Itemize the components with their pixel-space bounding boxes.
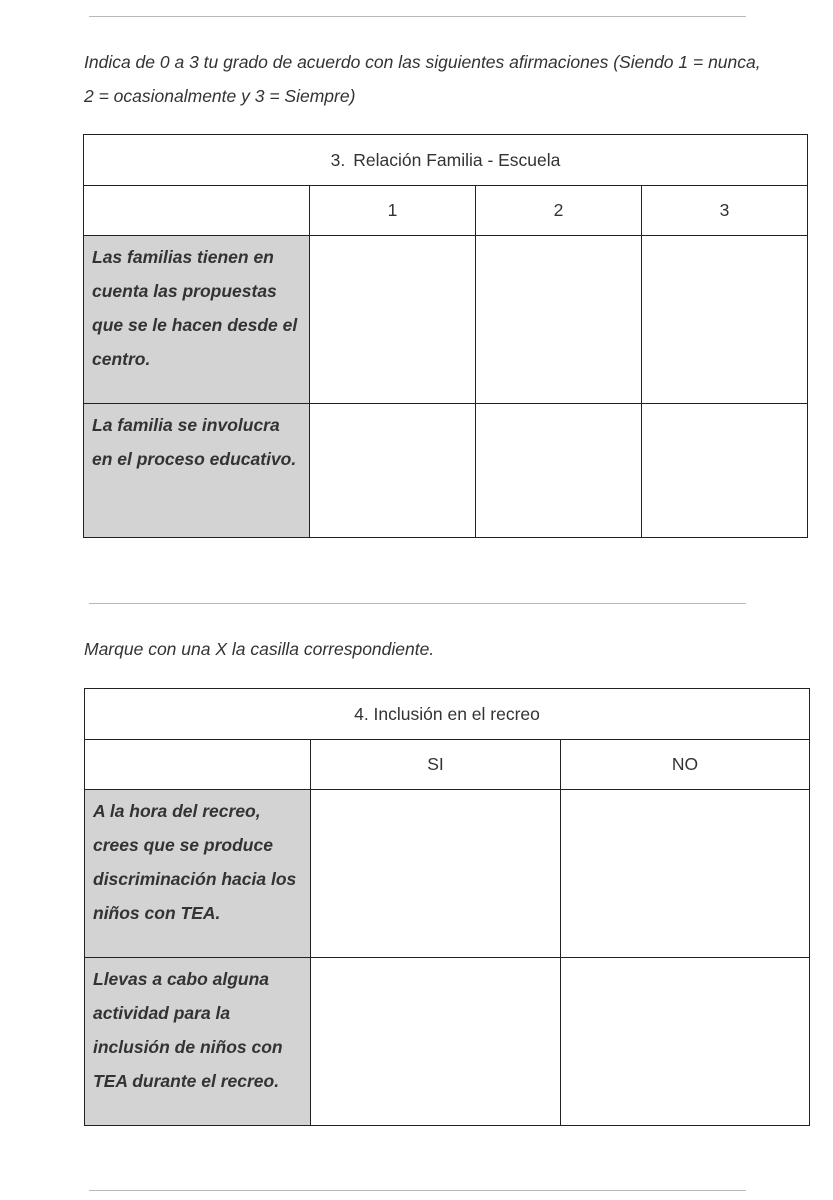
column-header-2: 2 — [476, 186, 642, 236]
section3-instruction: Indica de 0 a 3 tu grado de acuerdo con las siguientes afirmaciones (Siendo 1 = nunca, 2 = ocasionalmente y 3 = Siempre) — [84, 52, 761, 106]
header-empty-cell — [85, 740, 311, 790]
table-row — [85, 790, 810, 958]
answer-cell-si[interactable] — [311, 958, 561, 1126]
top-divider — [89, 16, 746, 17]
table-title-text: Relación Familia - Escuela — [353, 149, 561, 170]
answer-cell-no[interactable] — [561, 958, 810, 1126]
answer-cell-2[interactable] — [476, 236, 642, 404]
middle-divider — [89, 603, 746, 604]
table-number: 3. — [330, 149, 346, 170]
table-row — [85, 958, 810, 1126]
answer-cell-1[interactable] — [310, 236, 476, 404]
bottom-divider — [89, 1190, 746, 1191]
answer-cell-no[interactable] — [561, 790, 810, 958]
column-header-si: SI — [311, 740, 561, 790]
answer-cell-3[interactable] — [642, 236, 808, 404]
table-row — [84, 236, 808, 404]
table-title: 4. Inclusión en el recreo — [85, 689, 810, 740]
section4-instruction: Marque con una X la casilla correspondiente. — [84, 639, 435, 659]
column-header-no: NO — [561, 740, 810, 790]
statement-cell: Llevas a cabo alguna actividad para la inclusión de niños con TEA durante el recreo. — [85, 958, 311, 1126]
column-header-1: 1 — [310, 186, 476, 236]
answer-cell-2[interactable] — [476, 404, 642, 538]
statement-cell: Las familias tienen en cuenta las propuestas que se le hacen desde el centro. — [84, 236, 310, 404]
answer-cell-1[interactable] — [310, 404, 476, 538]
table-row — [84, 404, 808, 538]
recess-inclusion-table — [84, 688, 810, 1126]
table-title — [84, 135, 808, 186]
statement-cell: La familia se involucra en el proceso educativo. — [84, 404, 310, 538]
column-header-3: 3 — [642, 186, 808, 236]
header-empty-cell — [84, 186, 310, 236]
family-school-table — [83, 134, 808, 538]
answer-cell-3[interactable] — [642, 404, 808, 538]
answer-cell-si[interactable] — [311, 790, 561, 958]
statement-cell: A la hora del recreo, crees que se produce discriminación hacia los niños con TEA. — [85, 790, 311, 958]
